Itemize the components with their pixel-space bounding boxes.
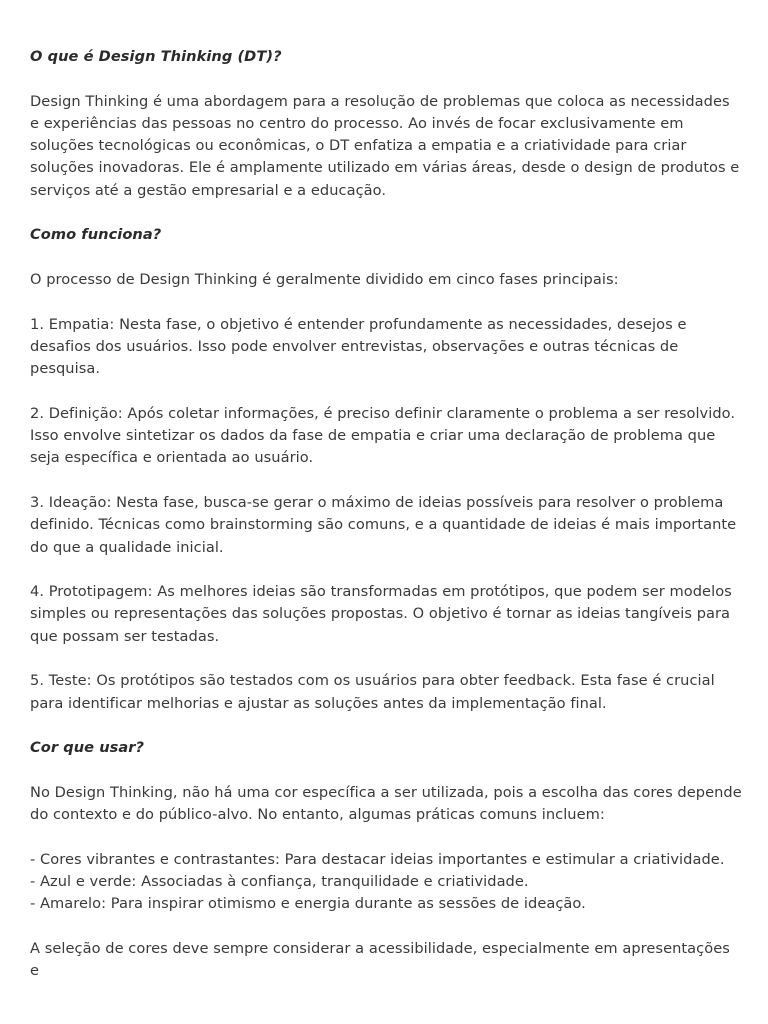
phase-empathy: 1. Empatia: Nesta fase, o objetivo é entender profundamente as necessidades, desejos e desafios dos usuários. Isso pode envolver entrevistas, observações e outras técnicas de pesquisa. (30, 315, 687, 378)
paragraph-phases-intro: O processo de Design Thinking é geralmente dividido em cinco fases principais: (30, 270, 619, 288)
paragraph-definition: Design Thinking é uma abordagem para a resolução de problemas que coloca as necessidades e experiências das pessoas no centro do processo. Ao invés de focar exclusivamente em soluções tecnológicas ou econômicas, o DT enfatiza a empatia e a criatividade para criar soluções inovadoras. Ele é amplamente utilizado em várias áreas, desde o design de produtos e serviços até a gestão empresarial e a educação. (30, 92, 740, 199)
section-heading-colors: Cor que usar? (30, 739, 145, 757)
color-list (30, 849, 742, 916)
paragraph-accessibility: A seleção de cores deve sempre considerar a acessibilidade, especialmente em apresentações e (30, 939, 730, 980)
section-heading-how-it-works: Como funciona? (30, 226, 162, 244)
list-item: - Azul e verde: Associadas à confiança, tranquilidade e criatividade. (30, 872, 529, 890)
phase-ideation: 3. Ideação: Nesta fase, busca-se gerar o máximo de ideias possíveis para resolver o problema definido. Técnicas como brainstorming são comuns, e a quantidade de ideias é mais importante do que a qualidade inicial. (30, 493, 737, 556)
phase-testing: 5. Teste: Os protótipos são testados com os usuários para obter feedback. Esta fase é crucial para identificar melhorias e ajustar as soluções antes da implementação final. (30, 672, 715, 712)
list-item: - Amarelo: Para inspirar otimismo e energia durante as sessões de ideação. (30, 895, 586, 913)
document-body (30, 46, 742, 1005)
list-item: - Cores vibrantes e contrastantes: Para destacar ideias importantes e estimular a criatividade. (30, 850, 725, 868)
paragraph-colors-intro: No Design Thinking, não há uma cor específica a ser utilizada, pois a escolha das cores depende do contexto e do público-alvo. No entanto, algumas práticas comuns incluem: (30, 783, 742, 824)
phase-definition: 2. Definição: Após coletar informações, é preciso definir claramente o problema a ser resolvido. Isso envolve sintetizar os dados da fase de empatia e criar uma declaração de problema que seja específica e orientada ao usuário. (30, 404, 736, 467)
section-heading-what-is-dt: O que é Design Thinking (DT)? (30, 48, 282, 65)
phase-prototyping: 4. Prototipagem: As melhores ideias são transformadas em protótipos, que podem ser modelos simples ou representações das soluções propostas. O objetivo é tornar as ideias tangíveis para que possam ser testadas. (30, 583, 732, 645)
